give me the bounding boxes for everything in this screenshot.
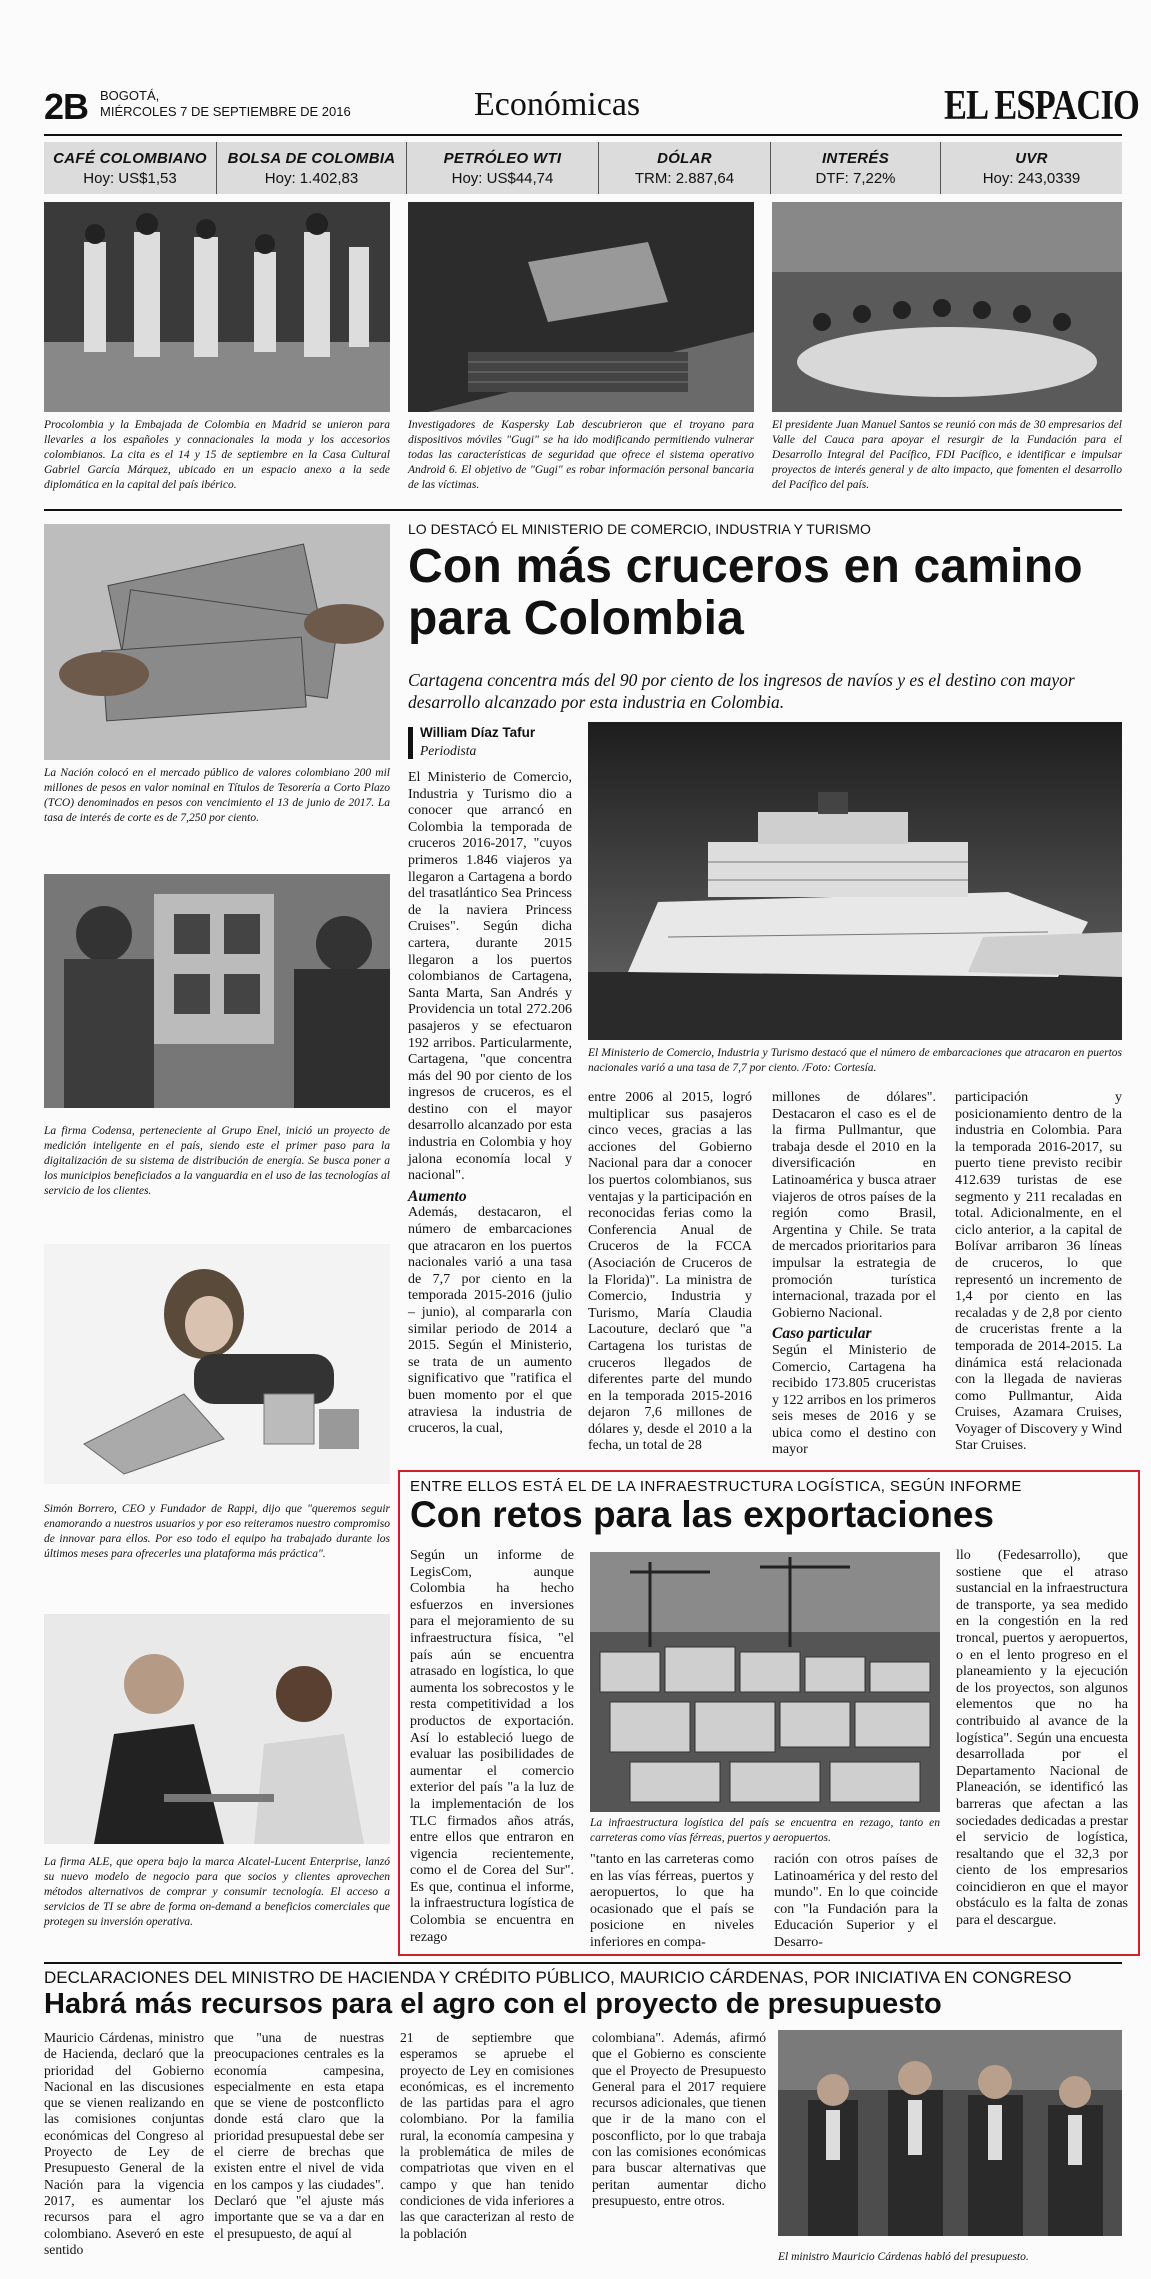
article2-col2: "tanto en las carreteras como en las vías férreas, puertos y aeropuertos, lo que ha ocasionado que el país se posicione en niveles inferiores en compa- bbox=[590, 1852, 754, 1950]
byline-name: William Díaz Tafur bbox=[420, 725, 536, 740]
minister-cardenas-photo bbox=[778, 2030, 1122, 2236]
cruise-photo-caption: El Ministerio de Comercio, Industria y Turismo destacó que el número de embarcaciones que atracaron en puertos nacionales varió a una tasa de 7,7 por ciento. /Foto: Cortesía. bbox=[588, 1047, 1122, 1074]
article3-col3: 21 de septiembre que esperamos se apruebe el proyecto de Ley en comisiones económicas, es el incremento de las partidas para el agro colombiano. Por la familia rural, la economía campesina y la problemática de miles de compatriotas que viven en el campo y que han tenido condiciones de vida inferiores a las que caracterizan al resto de la población bbox=[400, 2030, 574, 2241]
article1-deck: Cartagena concentra más del 90 por ciento de los ingresos de navíos y es el destino con mayor desarrollo alcanzado por esta industria en Colombia. bbox=[408, 670, 1075, 712]
header-date: MIÉRCOLES 7 DE SEPTIEMBRE DE 2016 bbox=[100, 104, 351, 119]
article3-kicker: DECLARACIONES DEL MINISTRO DE HACIENDA Y CRÉDITO PÚBLICO, MAURICIO CÁRDENAS, POR INICIATIVA EN CONGRESO bbox=[44, 1968, 1072, 1987]
laptop-card-photo bbox=[408, 202, 754, 412]
market-bolsa: BOLSA DE COLOMBIA Hoy: 1.402,83 bbox=[216, 142, 406, 194]
codensa-caption: La firma Codensa, perteneciente al Grupo Enel, inició un proyecto de medición inteligente en el país, siendo este el primer paso para la digitalización de su sistema de distribución de energía. Se busca poner a los municipios beneficiados a la vanguardia en el uso de las tecnologías al servicio de los clientes. bbox=[44, 1125, 390, 1197]
article3-col1: Mauricio Cárdenas, ministro de Hacienda, declaró que la prioridad del Gobierno Nacional en las discusiones que se vienen realizando en las comisiones conjuntas económicas del Congreso al Proyecto de Ley de Presupuesto General de la Nación para la vigencia 2017, es aumentar los recursos para el agro colombiano. Aseveró en este sentido bbox=[44, 2030, 204, 2257]
article1-col4: participación y posicionamiento dentro de la industria en Colombia. Para la temporada 2016-2017, su puerto tiene previsto recibir 412.639 turistas de ese segmento y 211 recaladas en total. Adicionalmente, en el ciclo anterior, a la capital de Bolívar arribaron 36 líneas de cruceros, lo que representó un incremento de 1,4 por ciento en las recaladas y de 2,8 por ciento de cruceristas frente a la temporada de 2014-2015. La dinámica está relacionada con la llegada de navieras como Pullmantur, Aida Cruises, Azamara Cruises, Voyager of Discovery y Wind Star Cruises. bbox=[955, 1090, 1122, 1454]
article1-kicker: LO DESTACÓ EL MINISTERIO DE COMERCIO, INDUSTRIA Y TURISMO bbox=[408, 521, 871, 537]
article2-col4: llo (Fedesarrollo), que sostiene que el atraso sustancial en la infraestructura de transporte, ya sea medido en la congestión en la red troncal, puertos y aeropuertos, o en el lento progreso en el planeamiento y la ejecución de los proyectos, son algunos elementos que no ha contribuido al avance de la logística". Según una encuesta desarrollada por el Departamento Nacional de Planeación, se identificó las barreras que afectan a las sociedades dedicadas a prestar el servicio de logística, resaltando que el 32,3 por ciento de los empresarios coincidieron en que el mayor obstáculo es la falta de zonas para el descargue. bbox=[956, 1548, 1128, 1929]
byline-bar bbox=[408, 727, 413, 759]
section-title: Económicas bbox=[474, 86, 641, 123]
market-dolar: DÓLAR TRM: 2.887,64 bbox=[598, 142, 770, 194]
money-bills-photo bbox=[44, 524, 390, 760]
article2-headline: Con retos para las exportaciones bbox=[410, 1494, 994, 1535]
article2-col3: ración con otros países de Latinoamérica y del resto del mundo". En lo que coincide con "la Fundación para la Educación Superior y el Desarro- bbox=[774, 1852, 938, 1950]
market-uvr: UVR Hoy: 243,0339 bbox=[940, 142, 1122, 194]
article2-kicker: ENTRE ELLOS ESTÁ EL DE LA INFRAESTRUCTURA LOGÍSTICA, SEGÚN INFORME bbox=[410, 1478, 1022, 1495]
fashion-caption: Procolombia y la Embajada de Colombia en Madrid se unieron para llevarles a los españoles y connacionales la moda y los accesorios colombianos. La cita es el 14 y 15 de septiembre en la Casa Cultural Gabriel García Márquez, ubicado en un espacio anexo a la sede diplomática en la capital del país ibérico. bbox=[44, 419, 390, 491]
subhead-aumento: Aumento bbox=[408, 1187, 467, 1205]
codensa-workers-photo bbox=[44, 874, 390, 1108]
market-interes: INTERÉS DTF: 7,22% bbox=[770, 142, 940, 194]
byline-role: Periodista bbox=[420, 743, 477, 758]
port-photo-caption: La infraestructura logística del país se encuentra en rezago, tanto en carreteras como vías férreas, puertos y aeropuertos. bbox=[590, 1817, 940, 1844]
article2-col1: Según un informe de LegisCom, aunque Colombia ha hecho esfuerzos en inversiones para el mejoramiento de su infraestructura física, "el país aún se encuentra atrasado en logística, lo que aumenta los sobrecostos y le resta competitividad a los productos de exportación. Así lo estableció luego de evaluar las posibilidades de aumentar el comercio exterior del país "a la luz de la implementación de los TLC firmados años atrás, entre ellos que entraron en vigencia recientemente, como el de Corea del Sur". Es que, continua el informe, la infraestructura logística de Colombia se encuentra en rezago bbox=[410, 1548, 574, 1945]
article1-col3: millones de dólares". Destacaron el caso es el de la firma Pullmantur, que trabaja desde el 2010 en la diversificación en Latinoamérica y busca atraer viajeros de otros países de la región como Brasil, Argentina y Chile. Se trata de mercados prioritarios para impulsar la estrategia de promoción turística internacional, trazada por el Gobierno Nacional. Caso particular Según el Ministerio de Comercio, Cartagena ha recibido 173.805 cruceristas y 122 arribos en los primeros seis meses de 2016 y se ubica como el destino con mayor bbox=[772, 1090, 936, 1458]
kaspersky-caption: Investigadores de Kaspersky Lab descubrieron que el troyano para dispositivos móviles "Gugi" se ha ido modificando permitiendo vulnerar todas las características de seguridad que ofrece el sistema operativo Android 6. El objetivo de "Gugi" es robar información personal bancaria de las víctimas. bbox=[408, 419, 754, 491]
fashion-runway-photo bbox=[44, 202, 390, 412]
article1-col1: El Ministerio de Comercio, Industria y Turismo dio a conocer que arrancó en Colombia la temporada de cruceros 2016-2017, "cuyos primeros 1.846 viajeros ya llegaron a Cartagena a bordo del trasatlántico Sea Princess de la naviera Princess Cruises". Según dicha cartera, durante 2015 llegaron a los puertos colombianos de Cartagena, Santa Marta, San Andrés y Providencia un total 272.206 pasajeros y se efectuaron 192 arribos. Particularmente, Cartagena, "que concentra más del 90 por ciento de los ingresos de cruceros, es el destino con el mayor desarrollo alcanzado por esta industria en Colombia y hoy jalona economía local y nacional". Aumento Además, destacaron, el número de embarcaciones que atracaron en los puertos nacionales varió a una tasa de 7,7 por ciento en la temporada 2015-2016 (julio – junio), al compararla con similar periodo de 2014 a 2015. Según el Ministerio, se trata de un aumento significativo que "ratifica el buen momento por el que atraviesa la industria de cruceros, la cual, bbox=[408, 770, 572, 1437]
market-cafe: CAFÉ COLOMBIANO Hoy: US$1,53 bbox=[53, 149, 207, 187]
meeting-room-photo bbox=[772, 202, 1122, 412]
nacion-caption: La Nación colocó en el mercado público de valores colombiano 200 mil millones de pesos en valor nominal en Títulos de Tesorería a Corto Plazo (TCO) denominados en pesos con vencimiento el 13 de junio de 2017. La tasa de interés de corte es de 7,250 por ciento. bbox=[44, 767, 390, 824]
container-port-photo bbox=[590, 1552, 940, 1812]
subhead-caso-particular: Caso particular bbox=[772, 1325, 872, 1343]
rappi-woman-laptop-photo bbox=[44, 1244, 390, 1484]
article1-headline: Con más cruceros en camino para Colombia bbox=[408, 540, 1083, 645]
page-header bbox=[44, 82, 1139, 130]
rappi-caption: Simón Borrero, CEO y Fundador de Rappi, dijo que "queremos seguir enamorando a nuestros usuarios y por eso reiteramos nuestro compromiso de innovar para ellos. Por eso todo el equipo ha trabajado durante los últimos meses para ofrecerles una plataforma más práctica". bbox=[44, 1503, 390, 1560]
masthead-logo: EL ESPACIO bbox=[944, 83, 1139, 129]
article3-headline: Habrá más recursos para el agro con el proyecto de presupuesto bbox=[44, 1988, 942, 2020]
ale-caption: La firma ALE, que opera bajo la marca Alcatel-Lucent Enterprise, lanzó su nuevo modelo de negocio para que socios y clientes aprovechen métodos alternativos de comprar y consumir tecnología. El acceso a servicios de TI se abre de forma on-demand a beneficios comerciales que protegen su inversión operativa. bbox=[44, 1856, 390, 1928]
header-city: BOGOTÁ, bbox=[100, 88, 160, 103]
article3-col4: colombiana". Además, afirmó que el Gobierno es consciente que el Proyecto de Presupuesto General para el 2017 requiere recursos adicionales, que tienen que ir de la mano con el posconflicto, por lo que trabaja con las comisiones económicas para buscar alternativas que peritan aumentar dicho presupuesto, entre otros. bbox=[592, 2030, 766, 2208]
market-petroleo: PETRÓLEO WTI Hoy: US$44,74 bbox=[406, 142, 598, 194]
header-rule bbox=[44, 134, 1122, 136]
top-section-rule bbox=[44, 509, 1122, 511]
article1-col2: entre 2006 al 2015, logró multiplicar sus pasajeros cinco veces, gracias a las acciones del Gobierno Nacional para dar a conocer los puertos colombianos, sus ventajas y la participación en reconocidas ferias como la Conferencia Anual de Cruceros de la FCCA (Asociación de Cruceros de la Florida)". La ministra de Comercio, Industria y Turismo, María Claudia Lacouture, declaró que "a Cartagena los turistas de cruceros llegados de diferentes parte del mundo en la temporada 2015-2016 dejaron 7,6 millones de dólares y, desde el 2010 a la fecha, un total de 28 bbox=[588, 1090, 752, 1454]
market-strip bbox=[44, 142, 1122, 194]
article3-col2: que "una de nuestras preocupaciones centrales es la economía campesina, especialmente en esta etapa que se viene de postconflicto donde está claro que la prioridad presupuestal debe ser el cierre de brechas que existen entre el nivel de vida en los campos y las ciudades". Declaró que "el ajuste más importante que se va a dar en el presupuesto, de aquí al bbox=[214, 2030, 384, 2241]
santos-caption: El presidente Juan Manuel Santos se reunió con más de 30 empresarios del Valle del Cauca para apoyar el resurgir de la Fundación para el Desarrollo Integral del Pacífico, FDI Pacífico, e identificar e impulsar proyectos de interés general y de alto impacto, que fomenten el desarrollo del Pacífico del país. bbox=[772, 419, 1122, 491]
page-number: 2B bbox=[44, 86, 89, 127]
minister-photo-caption: El ministro Mauricio Cárdenas habló del presupuesto. bbox=[778, 2251, 1029, 2263]
cruise-ships-photo bbox=[588, 722, 1122, 1040]
ale-business-people-photo bbox=[44, 1614, 390, 1844]
bottom-section-rule bbox=[44, 1962, 1122, 1964]
